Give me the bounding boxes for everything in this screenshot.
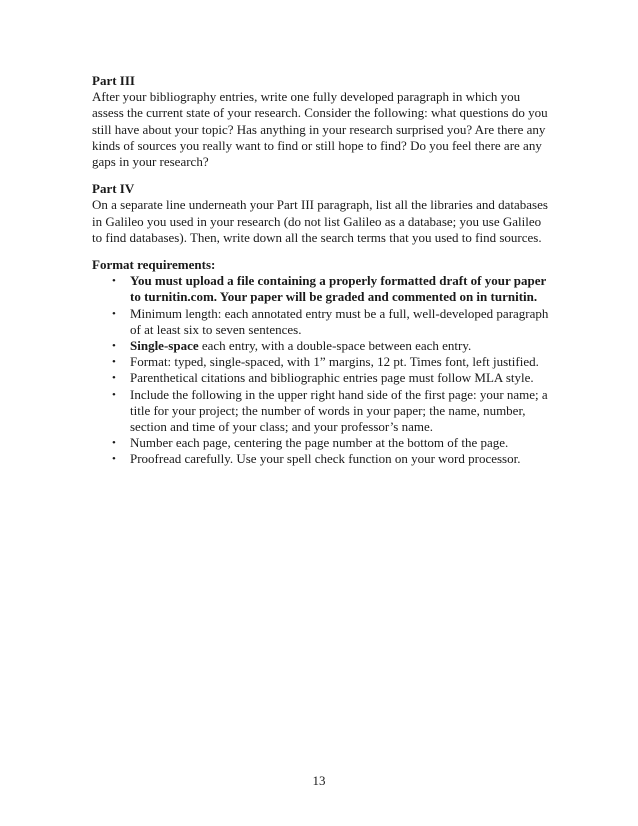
list-item	[110, 273, 550, 305]
document-page	[92, 73, 550, 468]
bullet-icon: •	[112, 388, 116, 401]
part-4-paragraph: On a separate line underneath your Part III paragraph, list all the libraries and databases in Galileo you used in your research (do not list Galileo as a database; you use Galileo to find databases). Then, write down all the search terms that you used to find sources.	[92, 197, 548, 245]
list-item-bold-text: You must upload a file containing a properly formatted draft of your paper to turnitin.com. Your paper will be graded and commented on in turnitin.	[130, 273, 547, 305]
bullet-icon: •	[112, 453, 116, 466]
part-3-paragraph: After your bibliography entries, write one fully developed paragraph in which you assess the current state of your research. Consider the following: what questions do you still have about your topic? Has anything in your research surprised you? Are there any kinds of sources you really want to find or still hope to find? Do you feel there are any gaps in your research?	[92, 89, 548, 170]
list-item	[110, 451, 550, 467]
list-item-text: Include the following in the upper right hand side of the first page: your name; a title for your project; the number of words in your paper; the name, number, section and time of your class; and your professor’s name.	[130, 386, 548, 435]
list-item-text: each entry, with a double-space between each entry.	[198, 338, 472, 354]
page-number: 13	[312, 773, 326, 788]
bullet-icon: •	[112, 340, 116, 353]
list-item-text: Proofread carefully. Use your spell check function on your word processor.	[130, 451, 521, 467]
bullet-icon: •	[112, 356, 116, 369]
format-requirements-heading: Format requirements:	[92, 257, 216, 273]
list-item-text: Minimum length: each annotated entry must be a full, well-developed paragraph of at least six to seven sentences.	[130, 305, 549, 337]
list-item-bold-text: Single-space	[130, 338, 199, 354]
list-item	[110, 354, 550, 370]
list-item	[110, 338, 550, 354]
part-3-heading: Part III	[92, 73, 135, 88]
list-item	[110, 306, 550, 338]
part-4-heading: Part IV	[92, 181, 135, 197]
bullet-icon: •	[112, 275, 116, 288]
bullet-icon: •	[112, 437, 116, 450]
list-item	[110, 435, 550, 451]
list-item	[110, 387, 550, 436]
list-item-text: Number each page, centering the page number at the bottom of the page.	[130, 435, 509, 451]
format-requirements-list	[92, 273, 550, 467]
list-item-text: Format: typed, single-spaced, with 1” margins, 12 pt. Times font, left justified.	[130, 354, 539, 370]
list-item	[110, 370, 550, 386]
bullet-icon: •	[112, 372, 116, 385]
bullet-icon: •	[112, 307, 116, 320]
list-item-text: Parenthetical citations and bibliographic entries page must follow MLA style.	[130, 370, 534, 386]
